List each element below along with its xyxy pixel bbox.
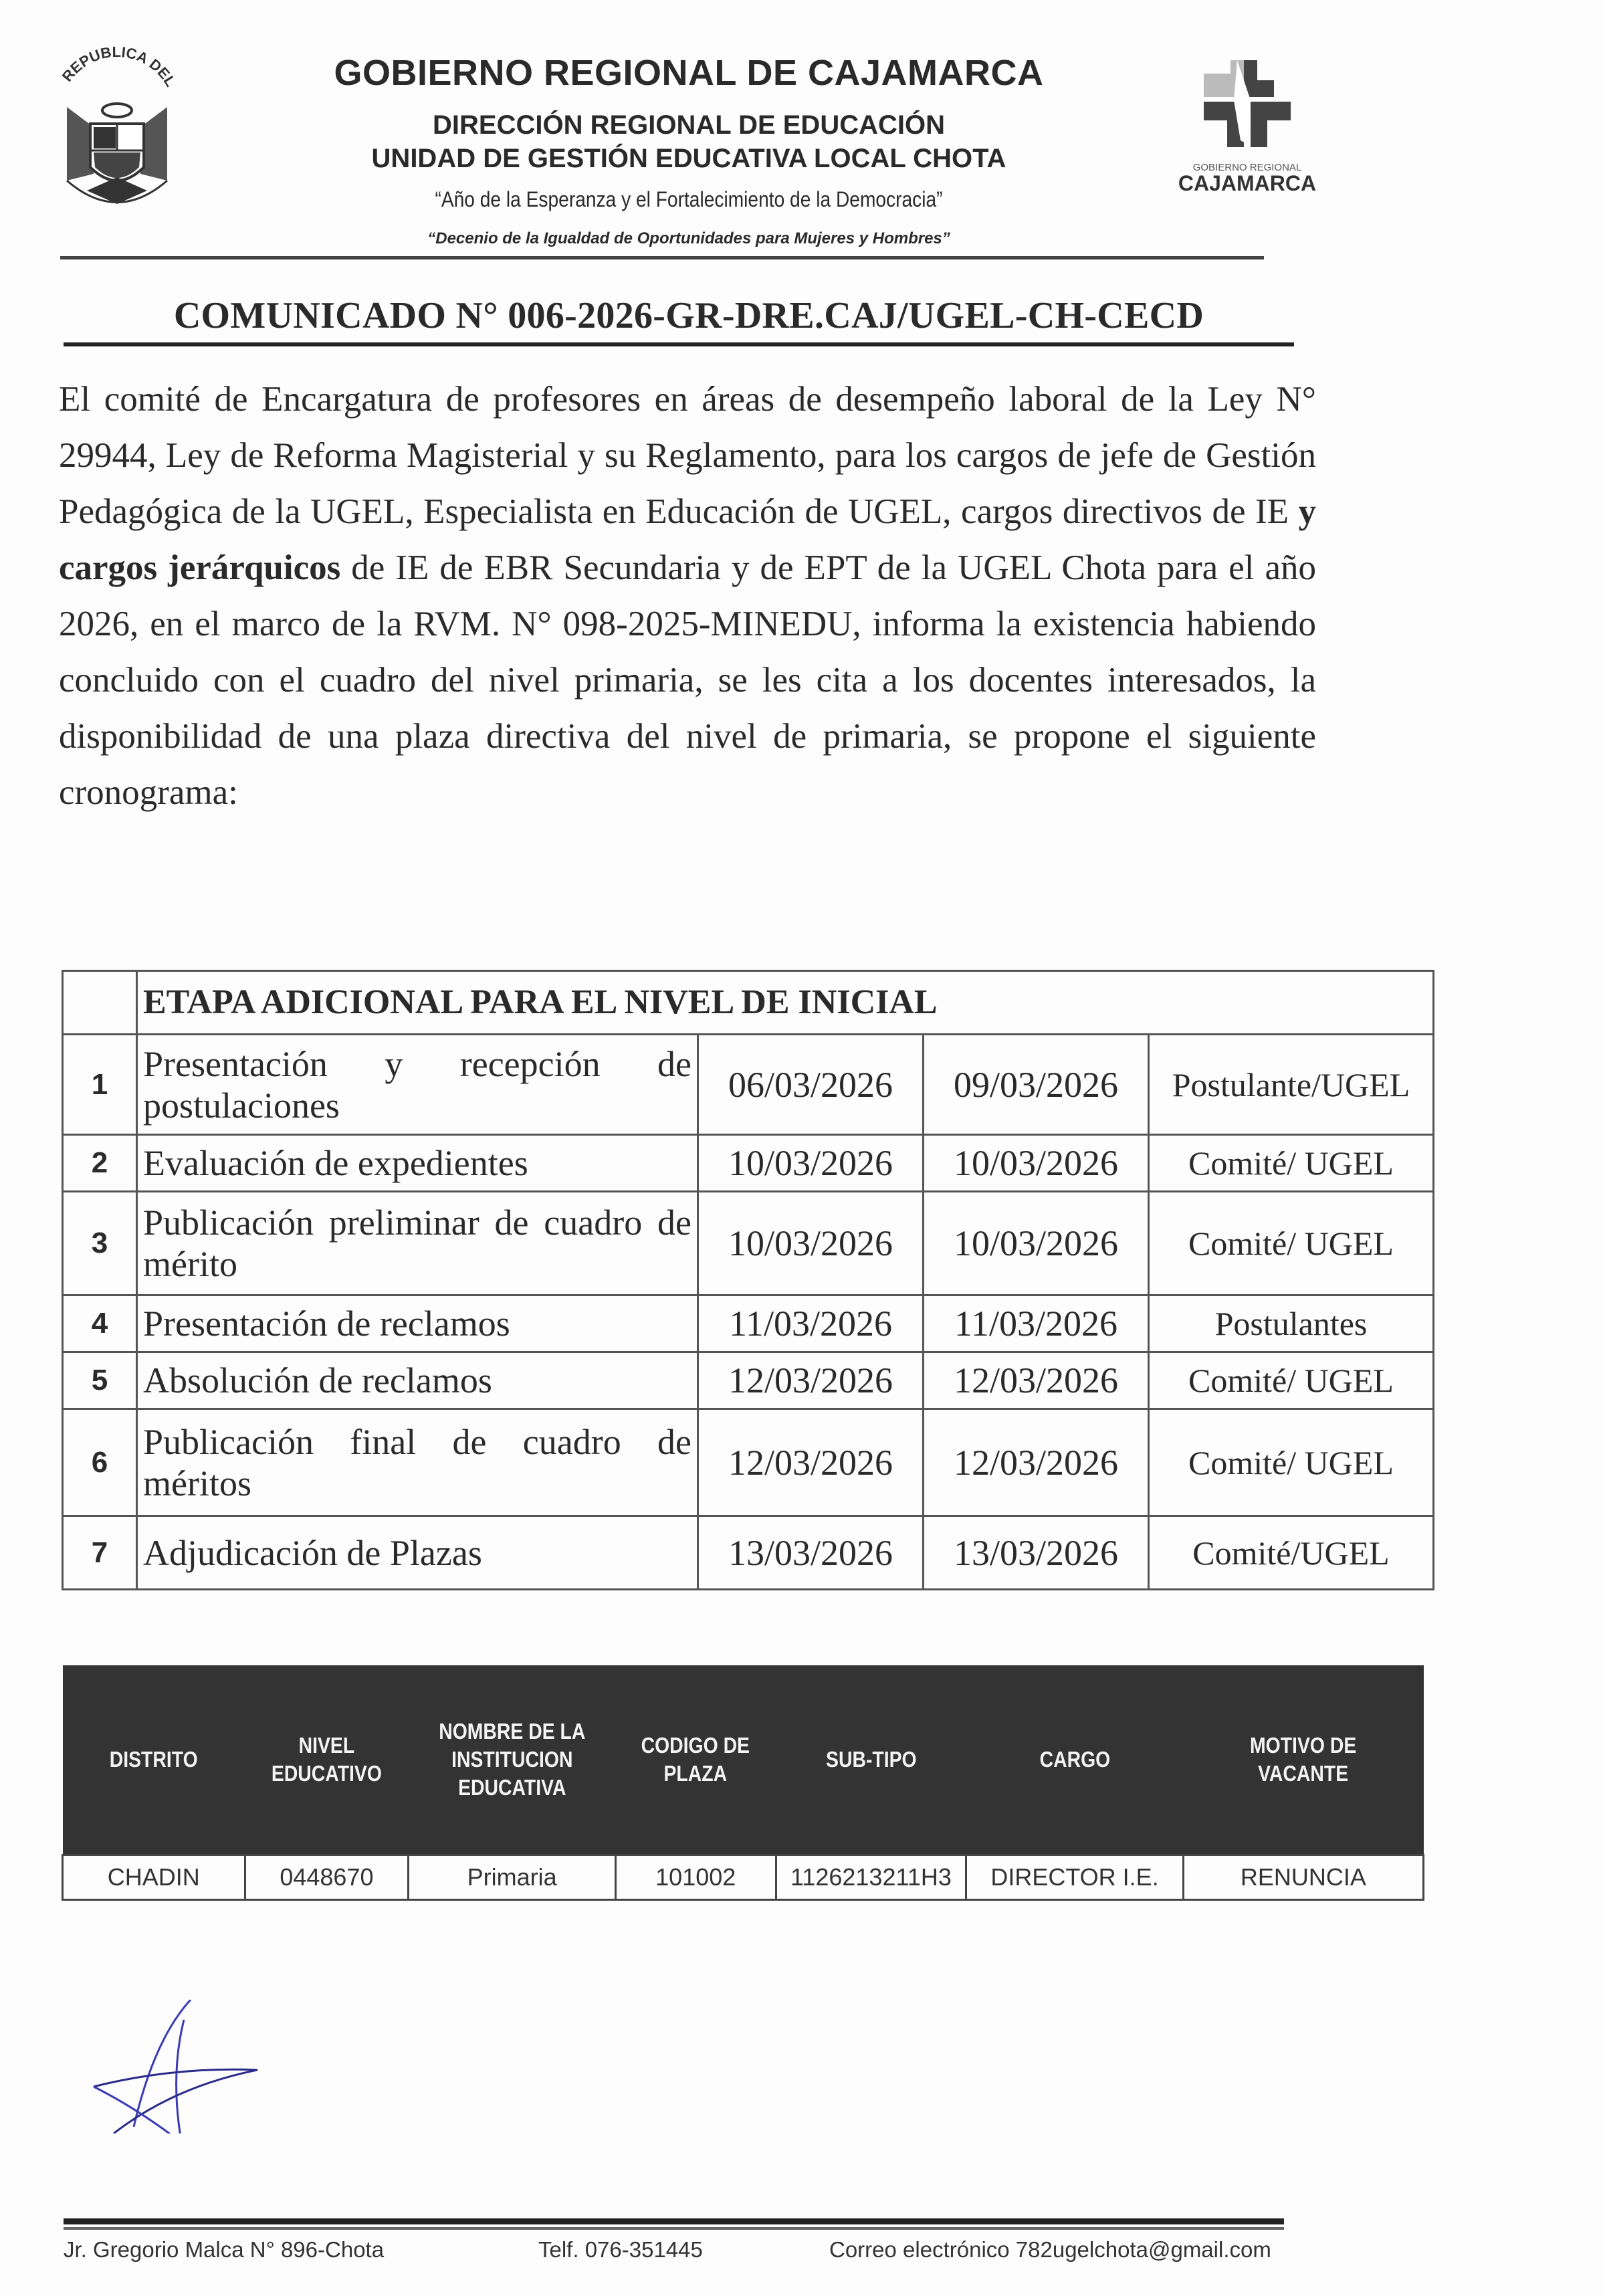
peru-coat-of-arms-icon — [54, 40, 181, 214]
crest-text: REPUBLICA DEL — [58, 43, 179, 90]
vacancy-column-header-label: CODIGO DE PLAZA — [641, 1733, 750, 1786]
schedule-heading-index — [63, 971, 137, 1035]
schedule-activity: Publicación preliminar de cuadro de mérito — [137, 1192, 698, 1295]
schedule-step-number: 7 — [63, 1516, 137, 1590]
schedule-row — [63, 1295, 1434, 1352]
vacancy-row — [63, 1855, 1424, 1900]
schedule-end-date: 09/03/2026 — [924, 1035, 1149, 1135]
direction-name: DIRECCIÓN REGIONAL DE EDUCACIÓN — [433, 110, 945, 140]
schedule-start-date: 12/03/2026 — [698, 1409, 924, 1516]
year-motto: “Año de la Esperanza y el Fortalecimiento de la Democracia” — [435, 187, 943, 211]
vacancy-column-header-label: CARGO — [1039, 1747, 1110, 1772]
vacancy-cell: DIRECTOR I.E. — [966, 1855, 1183, 1900]
schedule-step-number: 5 — [63, 1352, 137, 1409]
schedule-start-date: 10/03/2026 — [698, 1135, 924, 1192]
schedule-start-date: 11/03/2026 — [698, 1295, 924, 1352]
schedule-row — [63, 1135, 1434, 1192]
vacancy-cell: 101002 — [615, 1855, 776, 1900]
schedule-table — [62, 970, 1434, 1590]
vacancy-column-header-label: DISTRITO — [109, 1747, 198, 1772]
schedule-start-date: 12/03/2026 — [698, 1352, 924, 1409]
schedule-heading: ETAPA ADICIONAL PARA EL NIVEL DE INICIAL — [137, 971, 1434, 1035]
schedule-row — [63, 1409, 1434, 1516]
vacancy-table — [62, 1665, 1424, 1901]
schedule-responsible: Comité/ UGEL — [1149, 1192, 1434, 1295]
vacancy-column-header — [615, 1665, 776, 1855]
vacancy-column-header-label: NIVEL EDUCATIVO — [271, 1733, 382, 1786]
schedule-row — [63, 1516, 1434, 1590]
vacancy-column-header — [776, 1665, 966, 1855]
schedule-responsible: Postulantes — [1149, 1295, 1434, 1352]
vacancy-cell: CHADIN — [63, 1855, 245, 1900]
logo-subtitle: GOBIERNO REGIONAL — [1192, 162, 1302, 173]
signature — [74, 2000, 274, 2133]
vacancy-column-header — [409, 1665, 616, 1855]
footer-phone: Telf. 076-351445 — [538, 2237, 703, 2262]
title-underline — [64, 342, 1294, 346]
unit-name: UNIDAD DE GESTIÓN EDUCATIVA LOCAL CHOTA — [371, 144, 1006, 173]
footer-divider-thin — [64, 2227, 1284, 2230]
schedule-row — [63, 1192, 1434, 1295]
vacancy-cell: Primaria — [409, 1855, 616, 1900]
body-paragraph — [59, 371, 1316, 821]
schedule-activity: Publicación final de cuadro de méritos — [137, 1409, 698, 1516]
schedule-responsible: Postulante/UGEL — [1149, 1035, 1434, 1135]
footer-email[interactable]: Correo electrónico 782ugelchota@gmail.com — [829, 2237, 1271, 2262]
footer-divider — [64, 2218, 1284, 2224]
schedule-step-number: 4 — [63, 1295, 137, 1352]
schedule-end-date: 10/03/2026 — [924, 1192, 1149, 1295]
schedule-activity: Absolución de reclamos — [137, 1352, 698, 1409]
vacancy-column-header — [63, 1665, 245, 1855]
org-name: GOBIERNO REGIONAL DE CAJAMARCA — [334, 53, 1044, 93]
vacancy-column-header-label: SUB-TIPO — [825, 1747, 917, 1772]
vacancy-cell: 0448670 — [245, 1855, 409, 1900]
schedule-step-number: 3 — [63, 1192, 137, 1295]
schedule-row — [63, 1352, 1434, 1409]
schedule-responsible: Comité/ UGEL — [1149, 1352, 1434, 1409]
schedule-activity: Presentación y recepción de postulaciones — [137, 1035, 698, 1135]
vacancy-header-row — [63, 1665, 1424, 1855]
schedule-end-date: 12/03/2026 — [924, 1409, 1149, 1516]
schedule-activity: Adjudicación de Plazas — [137, 1516, 698, 1590]
vacancy-column-header-label: NOMBRE DE LA INSTITUCION EDUCATIVA — [439, 1719, 586, 1800]
vacancy-cell: 1126213211H3 — [776, 1855, 966, 1900]
schedule-responsible: Comité/ UGEL — [1149, 1409, 1434, 1516]
footer-address: Jr. Gregorio Malca N° 896-Chota — [64, 2237, 385, 2262]
header-divider — [60, 256, 1264, 259]
schedule-end-date: 10/03/2026 — [924, 1135, 1149, 1192]
vacancy-cell: RENUNCIA — [1183, 1855, 1423, 1900]
vacancy-column-header — [966, 1665, 1183, 1855]
schedule-activity: Evaluación de expedientes — [137, 1135, 698, 1192]
schedule-step-number: 6 — [63, 1409, 137, 1516]
document-title: COMUNICADO N° 006-2026-GR-DRE.CAJ/UGEL-CH-CECD — [173, 295, 1204, 336]
schedule-step-number: 1 — [63, 1035, 137, 1135]
decade-motto: “Decenio de la Igualdad de Oportunidades para Mujeres y Hombres” — [427, 229, 950, 247]
body-text-bold: y cargos jerárquicos — [59, 492, 1316, 587]
svg-text:REPUBLICA DEL PERU — [54, 40, 179, 89]
schedule-end-date: 11/03/2026 — [924, 1295, 1149, 1352]
schedule-row — [63, 1035, 1434, 1135]
schedule-start-date: 10/03/2026 — [698, 1192, 924, 1295]
schedule-start-date: 13/03/2026 — [698, 1516, 924, 1590]
schedule-heading-row — [63, 971, 1434, 1035]
schedule-responsible: Comité/ UGEL — [1149, 1135, 1434, 1192]
vacancy-column-header — [1183, 1665, 1423, 1855]
body-text-2: de IE de EBR Secundaria y de EPT de la UGEL Chota para el año 2026, en el marco de la RVM. N° 098-2025-MINEDU, informa la existencia habiendo concluido con el cuadro del nivel primaria, se les cita a los docentes interesados, la disponibilidad de una plaza directiva del nivel de primaria, se propone el siguiente cronograma: — [59, 548, 1317, 812]
vacancy-column-header — [245, 1665, 409, 1855]
vacancy-column-header-label: MOTIVO DE VACANTE — [1250, 1733, 1357, 1786]
cajamarca-logo-icon — [1174, 47, 1321, 197]
body-text-1: El comité de Encargatura de profesores en áreas de desempeño laboral de la Ley N° 29944, Ley de Reforma Magisterial y su Reglamento, para los cargos de jefe de Gestión Pedagógica de la UGEL, Especialista en Educación de UGEL, cargos directivos de IE — [59, 380, 1316, 531]
schedule-end-date: 13/03/2026 — [924, 1516, 1149, 1590]
schedule-responsible: Comité/UGEL — [1149, 1516, 1434, 1590]
schedule-activity: Presentación de reclamos — [137, 1295, 698, 1352]
schedule-end-date: 12/03/2026 — [924, 1352, 1149, 1409]
schedule-start-date: 06/03/2026 — [698, 1035, 924, 1135]
schedule-step-number: 2 — [63, 1135, 137, 1192]
logo-title: CAJAMARCA — [1178, 171, 1317, 195]
